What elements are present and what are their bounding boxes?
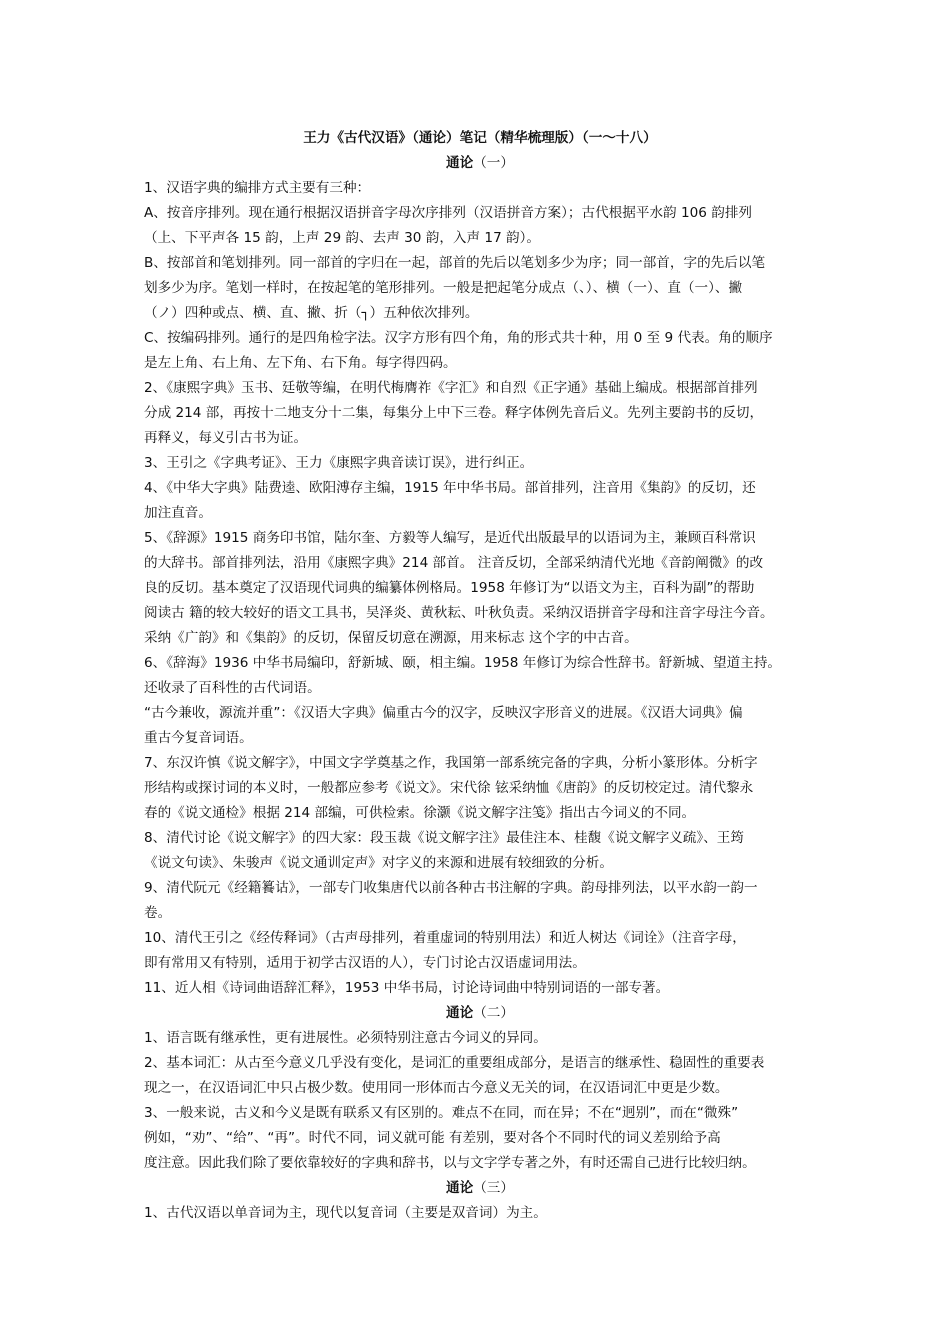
- text-line: 10、清代王引之《经传释词》（古声母排列，着重虚词的特别用法）和近人树达《词诠》（注音字母，: [144, 930, 746, 946]
- text-line: （上、下平声各 15 韵，上声 29 韵、去声 30 韵，入声 17 韵）。: [144, 230, 541, 246]
- text-line: 1、汉语字典的编排方式主要有三种：: [144, 180, 371, 196]
- text-line: 1、语言既有继承性，更有进展性。必须特别注意古今词义的异同。: [144, 1030, 547, 1046]
- section-1: [144, 151, 816, 1001]
- section-heading-main: 通论: [446, 155, 474, 171]
- text-line: 是左上角、右上角、左下角、右下角。每字得四码。: [144, 355, 457, 371]
- text-line: 3、王引之《字典考证》、王力《康熙字典音读订误》，进行纠正。: [144, 455, 534, 471]
- text-line: 现之一，在汉语词汇中只占极少数。使用同一形体而古今意义无关的词，在汉语词汇中更是少数。: [144, 1080, 729, 1096]
- text-line: 2、《康熙字典》玉书、廷敬等编，在明代梅膺祚《字汇》和自烈《正字通》基础上编成。根据部首排列: [144, 380, 758, 396]
- section-heading: [144, 1001, 816, 1026]
- text-line: 《说文句读》、朱骏声《说文通训定声》对字义的来源和进展有较细致的分析。: [144, 855, 613, 871]
- section-heading-main: 通论: [446, 1005, 474, 1021]
- text-line: 还收录了百科性的古代词语。: [144, 680, 321, 696]
- document-body: [144, 126, 816, 1226]
- section-heading: [144, 1176, 816, 1201]
- text-line: B、按部首和笔划排列。同一部首的字归在一起，部首的先后以笔划多少为序；同一部首，字的先后以笔: [144, 255, 766, 271]
- text-line: 度注意。因此我们除了要依靠较好的字典和辞书，以与文字学专著之外，有时还需自己进行比较归纳。: [144, 1155, 756, 1171]
- text-line: 再释义，每义引古书为证。: [144, 430, 308, 446]
- text-line: 6、《辞海》1936 中华书局编印，舒新城、颐，相主编。1958 年修订为综合性辞书。舒新城、望道主持。: [144, 655, 782, 671]
- text-line: 划多少为序。笔划一样时，在按起笔的笔形排列。一般是把起笔分成点（、）、横（一）、直（一）、撇: [144, 280, 743, 296]
- text-line: A、按音序排列。现在通行根据汉语拼音字母次序排列（汉语拼音方案）；古代根据平水韵 106 韵排列: [144, 205, 753, 221]
- text-line: 春的《说文通检》根据 214 部编，可供检索。徐灏《说文解字注笺》指出古今词义的不同。: [144, 805, 696, 821]
- section-lines: [144, 1201, 816, 1226]
- text-line: 3、一般来说，古义和今义是既有联系又有区别的。难点不在同，而在异；不在“迥别”，而在“微殊”: [144, 1105, 739, 1121]
- text-line: 7、东汉许慎《说文解字》，中国文字学奠基之作，我国第一部系统完备的字典，分析小篆形体。分析字: [144, 755, 758, 771]
- text-line: 5、《辞源》1915 商务印书馆，陆尔奎、方毅等人编写，是近代出版最早的以语词为主，兼顾百科常识: [144, 530, 756, 546]
- section-lines: [144, 1026, 816, 1176]
- text-line: 阅读古 籍的较大较好的语文工具书，吴泽炎、黄秋耘、叶秋负责。采纳汉语拼音字母和注音字母注今音。: [144, 605, 774, 621]
- text-line: 8、清代讨论《说文解字》的四大家：段玉裁《说文解字注》最佳注本、桂馥《说文解字义疏》、王筠: [144, 830, 744, 846]
- section-heading-main: 通论: [446, 1180, 474, 1196]
- text-line: 形结构或探讨词的本义时，一般都应参考《说文》。宋代徐 铉采纳恤《唐韵》的反切校定过。清代黎永: [144, 780, 754, 796]
- text-line: 9、清代阮元《经籍籑诂》，一部专门收集唐代以前各种古书注解的字典。韵母排列法，以平水韵一韵一: [144, 880, 758, 896]
- text-line: 2、基本词汇：从古至今意义几乎没有变化，是词汇的重要组成部分，是语言的继承性、稳固性的重要表: [144, 1055, 765, 1071]
- text-line: （ノ）四种或点、横、直、撇、折（┐）五种依次排列。: [144, 305, 479, 321]
- text-line: 卷。: [144, 905, 172, 921]
- text-line: 加注直音。: [144, 505, 212, 521]
- text-line: C、按编码排列。通行的是四角检字法。汉字方形有四个角，角的形式共十种，用 0 至 9 代表。角的顺序: [144, 330, 773, 346]
- text-line: 即有常用又有特别，适用于初学古汉语的人），专门讨论古汉语虚词用法。: [144, 955, 586, 971]
- text-line: 例如，“劝”、“给”、“再”。时代不同，词义就可能 有差别，要对各个不同时代的词义差别给予高: [144, 1130, 721, 1146]
- text-line: 1、古代汉语以单音词为主，现代以复音词（主要是双音词）为主。: [144, 1205, 547, 1221]
- section-heading-number: （三）: [473, 1180, 514, 1196]
- section-2: [144, 1001, 816, 1176]
- section-heading-number: （一）: [473, 155, 514, 171]
- text-line: 4、《中华大字典》陆费逵、欧阳溥存主编，1915 年中华书局。部首排列，注音用《集韵》的反切，还: [144, 480, 756, 496]
- text-line: 采纳《广韵》和《集韵》的反切，保留反切意在溯源，用来标志 这个字的中古音。: [144, 630, 638, 646]
- section-heading-number: （二）: [473, 1005, 514, 1021]
- section-3: [144, 1176, 816, 1226]
- document-title: 王力《古代汉语》（通论）笔记（精华梳理版）（一～十八）: [303, 130, 657, 146]
- text-line: 的大辞书。部首排列法，沿用《康熙字典》214 部首。 注音反切，全部采纳清代光地《音韵阐微》的改: [144, 555, 764, 571]
- section-heading: [144, 151, 816, 176]
- text-line: 11、近人相《诗词曲语辞汇释》，1953 中华书局，讨论诗词曲中特别词语的一部专著。: [144, 980, 670, 996]
- text-line: 良的反切。基本奠定了汉语现代词典的编纂体例格局。1958 年修订为“以语文为主，百科为副”的帮助: [144, 580, 755, 596]
- section-lines: [144, 176, 816, 1001]
- text-line: 分成 214 部，再按十二地支分十二集，每集分上中下三卷。释字体例先音后义。先列主要韵书的反切，: [144, 405, 764, 421]
- text-line: “古今兼收，源流并重”：《汉语大字典》偏重古今的汉字，反映汉字形音义的进展。《汉语大词典》偏: [144, 705, 743, 721]
- text-line: 重古今复音词语。: [144, 730, 253, 746]
